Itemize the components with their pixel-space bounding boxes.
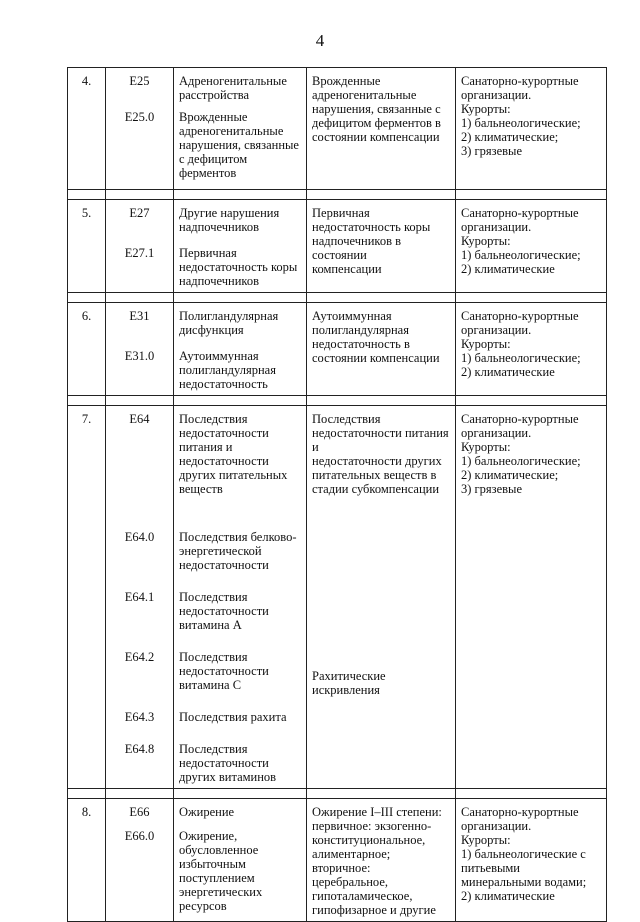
separator-cell xyxy=(174,190,307,200)
resort-cell xyxy=(456,303,607,396)
resort-line: Курорты: xyxy=(461,234,511,248)
condition-cell xyxy=(307,406,456,789)
condition-text: Врожденные адреногенитальные нарушения, связанные с дефицитом ферментов в состоянии компенсации xyxy=(312,74,441,144)
diagnosis-name: Ожирение xyxy=(179,805,235,819)
separator-cell xyxy=(106,190,174,200)
resort-line: Курорты: xyxy=(461,102,511,116)
diagnosis-name: Последствия недостаточности других витаминов xyxy=(179,742,277,784)
icd-codes-cell xyxy=(106,200,174,293)
resort-line: организации. xyxy=(461,220,532,234)
resort-line: организации. xyxy=(461,88,532,102)
icd-code: E25 xyxy=(129,74,150,88)
icd-code: E64.1 xyxy=(124,590,155,604)
row-number: 4. xyxy=(68,68,106,190)
icd-code: E27.1 xyxy=(124,246,155,260)
resort-line: 2) климатические xyxy=(461,262,555,276)
diagnosis-name: Последствия рахита xyxy=(179,710,287,724)
icd-code: E27 xyxy=(129,206,150,220)
resort-line: 1) бальнеологические с xyxy=(461,847,586,861)
icd-codes-cell xyxy=(106,406,174,789)
diagnosis-name: Полигландулярная дисфункция xyxy=(179,309,279,337)
row-separator xyxy=(68,190,607,200)
diagnosis-names-cell xyxy=(174,200,307,293)
row-number: 7. xyxy=(68,406,106,789)
separator-cell xyxy=(307,190,456,200)
separator-cell xyxy=(174,396,307,406)
condition-text: Последствия недостаточности питания и недостаточности других питательных веществ в стадии субкомпенсации xyxy=(312,412,449,496)
icd-code: E66 xyxy=(129,805,150,819)
row-number: 6. xyxy=(68,303,106,396)
diagnosis-name: Адреногенитальные расстройства xyxy=(179,74,287,102)
resort-line: Курорты: xyxy=(461,833,511,847)
icd-codes-cell xyxy=(106,68,174,190)
diagnosis-names-cell xyxy=(174,406,307,789)
icd-code: E64.0 xyxy=(124,530,155,544)
diagnosis-names-cell xyxy=(174,68,307,190)
icd-code: E31.0 xyxy=(124,349,155,363)
table-body xyxy=(68,68,607,922)
separator-cell xyxy=(68,789,106,799)
separator-cell xyxy=(106,293,174,303)
separator-cell xyxy=(456,396,607,406)
icd-codes-cell xyxy=(106,799,174,922)
diagnosis-name: Врожденные адреногенитальные нарушения, связанные с дефицитом ферментов xyxy=(179,110,299,180)
separator-cell xyxy=(456,293,607,303)
icd-code: E64.3 xyxy=(124,710,155,724)
resort-line: 1) бальнеологические; xyxy=(461,351,581,365)
resort-line: Санаторно-курортные xyxy=(461,412,579,426)
table-row xyxy=(68,68,607,190)
resort-line: 3) грязевые xyxy=(461,482,522,496)
condition-text: Аутоиммунная полигландулярная недостаточность в состоянии компенсации xyxy=(312,309,440,365)
diagnosis-name: Первичная недостаточность коры надпочечников xyxy=(179,246,298,288)
icd-code: E25.0 xyxy=(124,110,155,124)
resort-line: организации. xyxy=(461,323,532,337)
separator-cell xyxy=(68,293,106,303)
resort-line: Курорты: xyxy=(461,440,511,454)
condition-cell xyxy=(307,799,456,922)
icd-code: E31 xyxy=(129,309,150,323)
diagnosis-names-cell xyxy=(174,799,307,922)
page-number: 4 xyxy=(315,31,325,50)
separator-cell xyxy=(307,789,456,799)
row-number: 5. xyxy=(68,200,106,293)
separator-cell xyxy=(106,396,174,406)
separator-cell xyxy=(307,293,456,303)
resort-line: 1) бальнеологические; xyxy=(461,454,581,468)
icd-code: E64.2 xyxy=(124,650,155,664)
resort-line: Санаторно-курортные xyxy=(461,309,579,323)
icd-code: E64 xyxy=(129,412,150,426)
resort-line: питьевыми xyxy=(461,861,520,875)
condition-cell xyxy=(307,200,456,293)
row-number: 8. xyxy=(68,799,106,922)
resort-line: 2) климатические; xyxy=(461,130,559,144)
resort-cell xyxy=(456,799,607,922)
diagnosis-name: Последствия недостаточности витамина А xyxy=(179,590,269,632)
diagnosis-names-cell xyxy=(174,303,307,396)
separator-cell xyxy=(68,190,106,200)
resort-cell xyxy=(456,200,607,293)
table-row xyxy=(68,303,607,396)
diagnosis-name: Ожирение, обусловленное избыточным поступлением энергетических ресурсов xyxy=(179,829,263,913)
condition-text: Ожирение I–III степени: первичное: экзогенно- конституциональное, алиментарное; вторичное: церебральное, гипоталамическое, гипофизарное и другие xyxy=(312,805,442,917)
icd-codes-cell xyxy=(106,303,174,396)
condition-cell xyxy=(307,68,456,190)
resort-line: 1) бальнеологические; xyxy=(461,116,581,130)
table-row xyxy=(68,799,607,922)
separator-cell xyxy=(456,789,607,799)
separator-cell xyxy=(68,396,106,406)
resort-line: 2) климатические xyxy=(461,889,555,903)
icd-code: E64.8 xyxy=(124,742,155,756)
resort-line: организации. xyxy=(461,819,532,833)
row-separator xyxy=(68,396,607,406)
row-separator xyxy=(68,293,607,303)
diagnosis-name: Аутоиммунная полигландулярная недостаточность xyxy=(179,349,276,391)
table-row xyxy=(68,406,607,789)
separator-cell xyxy=(456,190,607,200)
resort-line: Санаторно-курортные xyxy=(461,805,579,819)
resort-line: 3) грязевые xyxy=(461,144,522,158)
diagnosis-name: Последствия недостаточности витамина С xyxy=(179,650,269,692)
diagnosis-name: Другие нарушения надпочечников xyxy=(179,206,280,234)
separator-cell xyxy=(174,293,307,303)
condition-cell xyxy=(307,303,456,396)
row-separator xyxy=(68,789,607,799)
table-row xyxy=(68,200,607,293)
diagnosis-name: Последствия недостаточности питания и недостаточности других питательных веществ xyxy=(179,412,288,496)
icd-code: E66.0 xyxy=(124,829,155,843)
condition-extra-text: Рахитические искривления xyxy=(312,669,386,697)
separator-cell xyxy=(174,789,307,799)
resort-line: Курорты: xyxy=(461,337,511,351)
resort-line: Санаторно-курортные xyxy=(461,206,579,220)
diagnosis-name: Последствия белково- энергетической недостаточности xyxy=(179,530,297,572)
resort-line: минеральными водами; xyxy=(461,875,587,889)
resort-line: 1) бальнеологические; xyxy=(461,248,581,262)
resort-line: Санаторно-курортные xyxy=(461,74,579,88)
resort-line: организации. xyxy=(461,426,532,440)
resort-line: 2) климатические; xyxy=(461,468,559,482)
separator-cell xyxy=(307,396,456,406)
resort-cell xyxy=(456,406,607,789)
separator-cell xyxy=(106,789,174,799)
resort-cell xyxy=(456,68,607,190)
resort-line: 2) климатические xyxy=(461,365,555,379)
condition-text: Первичная недостаточность коры надпочечников в состоянии компенсации xyxy=(312,206,431,276)
sanatorium-indications-table xyxy=(67,67,607,922)
